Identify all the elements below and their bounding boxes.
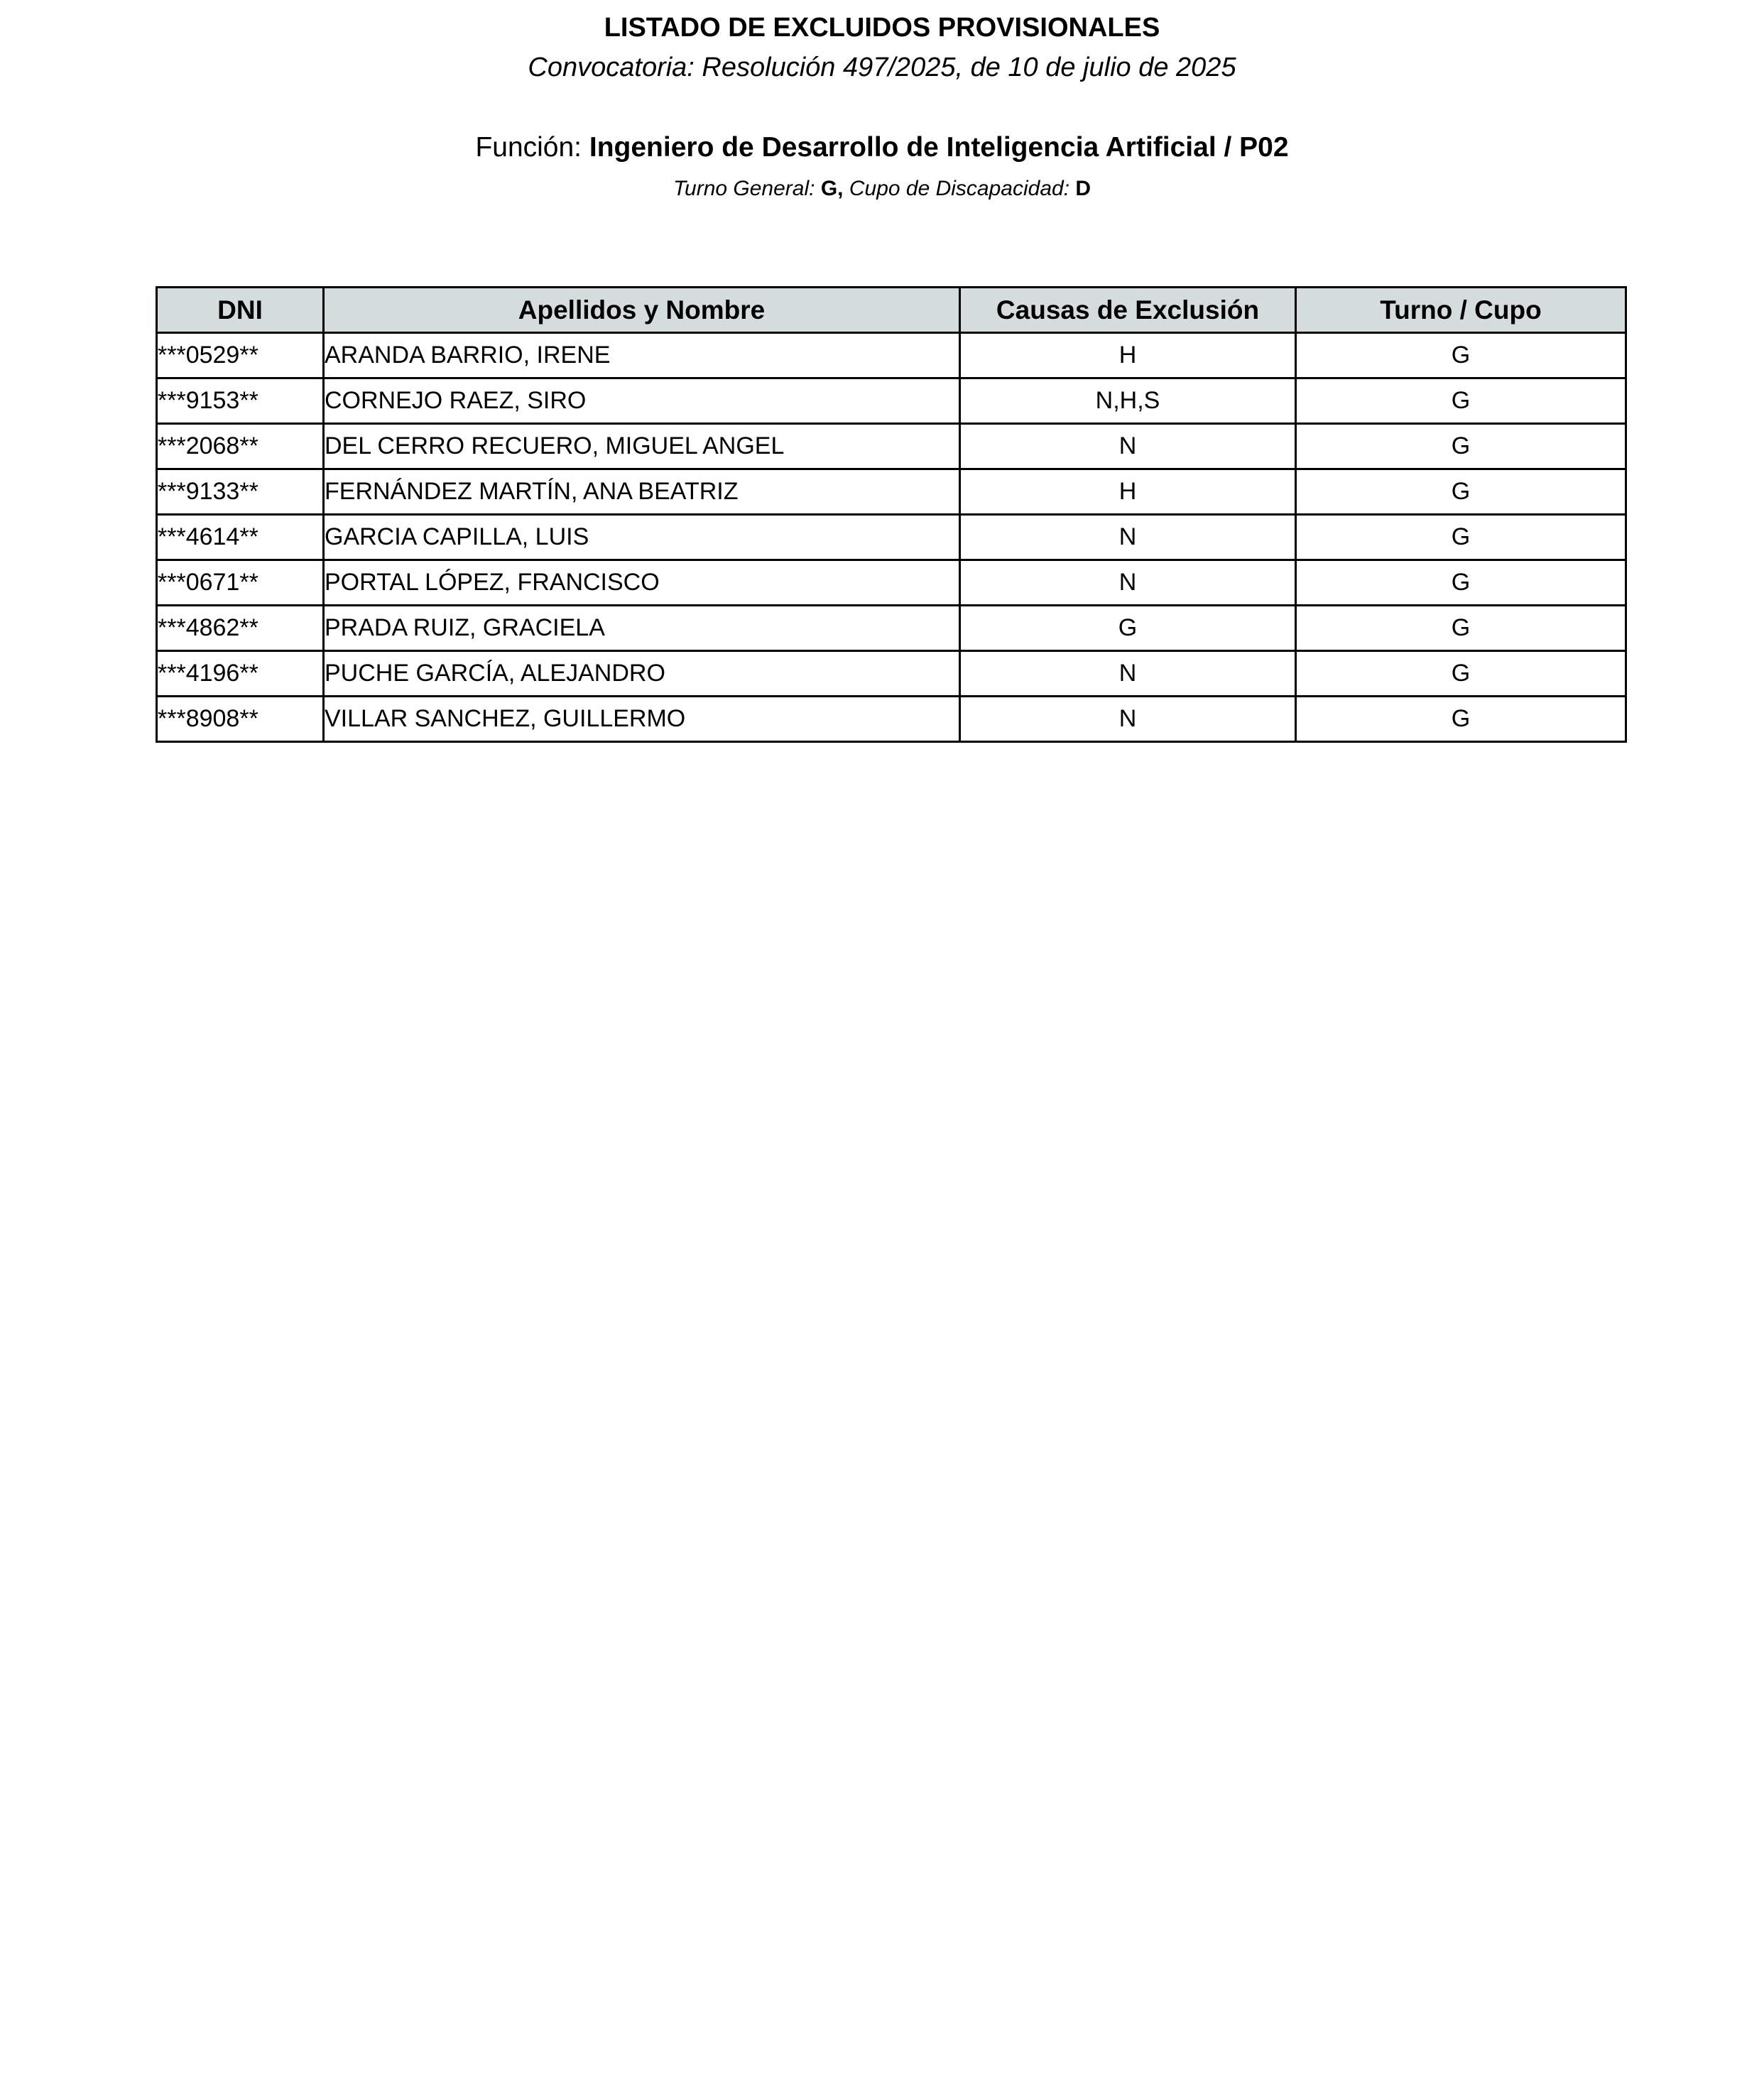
header-dni: DNI <box>157 288 324 333</box>
cell-dni: ***9153** <box>157 378 324 424</box>
cell-turno: G <box>1296 606 1626 651</box>
cell-dni: ***4196** <box>157 651 324 697</box>
cupo-label: Cupo de Discapacidad: <box>849 177 1070 200</box>
funcion-line <box>0 132 1764 163</box>
table-row <box>157 560 1626 606</box>
cell-dni: ***4862** <box>157 606 324 651</box>
cupo-code: D <box>1075 177 1091 200</box>
cell-causas: G <box>960 606 1296 651</box>
cell-name: PORTAL LÓPEZ, FRANCISCO <box>324 560 960 606</box>
cell-turno: G <box>1296 333 1626 378</box>
table-header-row <box>157 288 1626 333</box>
cell-causas: H <box>960 469 1296 515</box>
table-row <box>157 515 1626 560</box>
cell-name: DEL CERRO RECUERO, MIGUEL ANGEL <box>324 424 960 469</box>
cell-dni: ***8908** <box>157 697 324 742</box>
table-row <box>157 378 1626 424</box>
cell-dni: ***0529** <box>157 333 324 378</box>
table-row <box>157 651 1626 697</box>
cell-causas: N <box>960 424 1296 469</box>
cell-turno: G <box>1296 424 1626 469</box>
cell-causas: N <box>960 515 1296 560</box>
cell-dni: ***9133** <box>157 469 324 515</box>
excluded-table <box>156 286 1627 743</box>
cell-turno: G <box>1296 651 1626 697</box>
table-row <box>157 469 1626 515</box>
convocatoria-subtitle: Convocatoria: Resolución 497/2025, de 10 de julio de 2025 <box>528 53 1236 82</box>
cell-causas: N <box>960 560 1296 606</box>
turnos-legend <box>0 177 1764 201</box>
cell-causas: N,H,S <box>960 378 1296 424</box>
table-row <box>157 333 1626 378</box>
cell-causas: N <box>960 697 1296 742</box>
cell-dni: ***2068** <box>157 424 324 469</box>
cell-name: GARCIA CAPILLA, LUIS <box>324 515 960 560</box>
cell-turno: G <box>1296 469 1626 515</box>
cell-name: ARANDA BARRIO, IRENE <box>324 333 960 378</box>
cell-dni: ***4614** <box>157 515 324 560</box>
cell-turno: G <box>1296 378 1626 424</box>
cell-causas: N <box>960 651 1296 697</box>
cell-turno: G <box>1296 515 1626 560</box>
funcion-label: Función: <box>475 132 582 163</box>
header-name: Apellidos y Nombre <box>324 288 960 333</box>
cell-name: FERNÁNDEZ MARTÍN, ANA BEATRIZ <box>324 469 960 515</box>
turno-general-label: Turno General: <box>673 177 815 200</box>
table-row <box>157 606 1626 651</box>
cell-name: PRADA RUIZ, GRACIELA <box>324 606 960 651</box>
table-row <box>157 697 1626 742</box>
cell-name: PUCHE GARCÍA, ALEJANDRO <box>324 651 960 697</box>
turno-general-code: G, <box>820 177 844 200</box>
table-row <box>157 424 1626 469</box>
cell-turno: G <box>1296 697 1626 742</box>
header-turno: Turno / Cupo <box>1296 288 1626 333</box>
cell-causas: H <box>960 333 1296 378</box>
cell-dni: ***0671** <box>157 560 324 606</box>
document-title: LISTADO DE EXCLUIDOS PROVISIONALES <box>604 13 1160 43</box>
funcion-value: Ingeniero de Desarrollo de Inteligencia Artificial / P02 <box>589 132 1289 163</box>
header-causas: Causas de Exclusión <box>960 288 1296 333</box>
cell-name: VILLAR SANCHEZ, GUILLERMO <box>324 697 960 742</box>
cell-name: CORNEJO RAEZ, SIRO <box>324 378 960 424</box>
cell-turno: G <box>1296 560 1626 606</box>
